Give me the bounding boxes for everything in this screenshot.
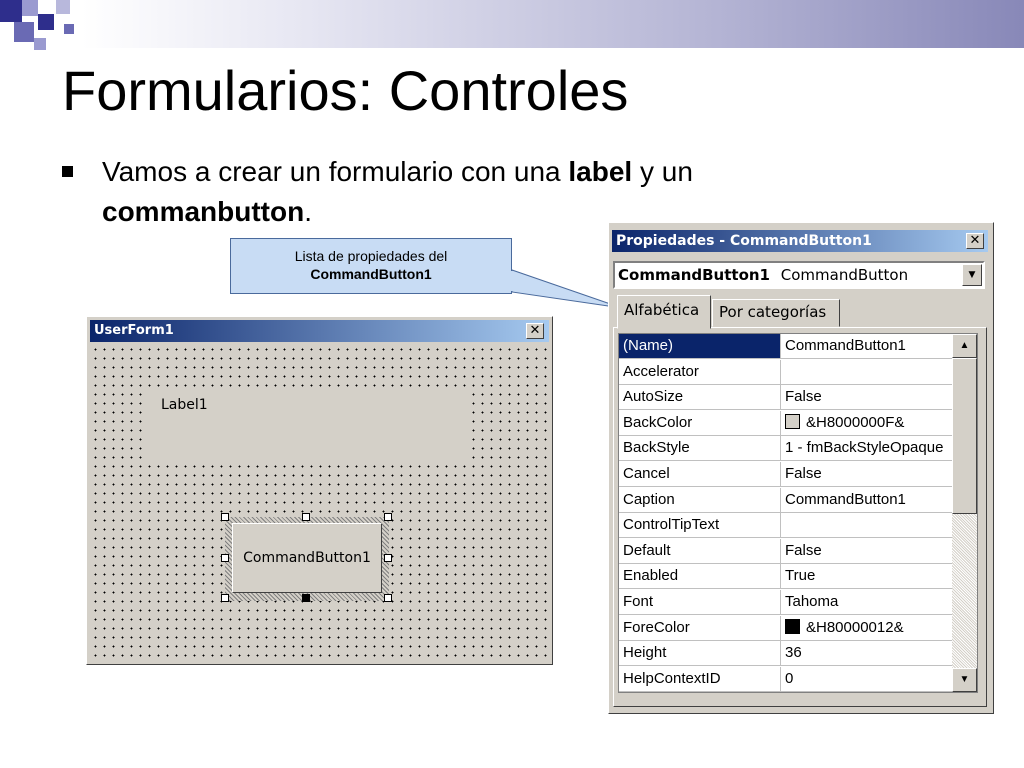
label-control[interactable] [147, 391, 467, 459]
bullet-text-part: y un [632, 156, 693, 187]
property-value[interactable] [782, 334, 961, 358]
resize-handle[interactable] [384, 513, 392, 521]
close-icon: ✕ [969, 233, 981, 248]
property-name: HelpContextID [619, 667, 781, 691]
tab-label: Por categorías [719, 303, 827, 321]
tab-por-categorias[interactable] [712, 299, 840, 327]
property-row[interactable] [619, 488, 961, 513]
callout-line1: Lista de propiedades del [294, 248, 448, 264]
property-name: Height [619, 641, 781, 665]
resize-handle[interactable] [221, 594, 229, 602]
property-row[interactable] [619, 462, 961, 487]
property-name: Accelerator [619, 360, 781, 384]
tab-alfabetica[interactable] [617, 295, 711, 329]
property-row[interactable] [619, 590, 961, 615]
property-row[interactable] [619, 513, 961, 538]
bullet-text-part: Vamos a crear un formulario con una [102, 156, 569, 187]
property-value[interactable] [782, 641, 961, 665]
property-row[interactable] [619, 641, 961, 666]
resize-handle[interactable] [221, 513, 229, 521]
property-value-text: 1 - fmBackStyleOpaque [785, 439, 944, 457]
property-value-text: CommandButton1 [785, 337, 906, 354]
commandbutton-control[interactable] [232, 523, 382, 593]
color-swatch [785, 414, 800, 429]
property-row[interactable] [619, 539, 961, 564]
property-value-text: Tahoma [785, 593, 839, 610]
resize-handle[interactable] [384, 554, 392, 562]
property-name: (Name) [619, 334, 781, 358]
property-value-text: True [785, 567, 816, 585]
chevron-down-icon: ▼ [968, 270, 976, 280]
property-row[interactable] [619, 385, 961, 410]
property-value[interactable] [782, 360, 961, 384]
resize-handle[interactable] [384, 594, 392, 602]
vertical-scrollbar[interactable] [952, 334, 977, 692]
resize-handle[interactable] [302, 594, 310, 602]
object-selector[interactable] [613, 261, 985, 289]
property-value[interactable] [782, 411, 961, 435]
property-name: Font [619, 590, 781, 614]
property-grid [618, 333, 978, 693]
commandbutton-caption: CommandButton1 [243, 550, 371, 566]
property-value[interactable] [782, 539, 961, 563]
object-dropdown-button[interactable] [962, 264, 982, 286]
property-value-text: 36 [785, 644, 802, 662]
properties-title: Propiedades - CommandButton1 [616, 233, 872, 249]
property-name: ForeColor [619, 616, 781, 640]
property-value-text: False [785, 388, 822, 406]
property-name: ControlTipText [619, 513, 781, 537]
property-value[interactable] [782, 564, 961, 588]
properties-close-button[interactable] [966, 233, 984, 249]
property-value[interactable] [782, 488, 961, 512]
bullet-bold-label: label [568, 156, 633, 187]
scroll-thumb[interactable] [952, 358, 977, 514]
userform-titlebar[interactable] [90, 320, 549, 342]
property-row[interactable] [619, 360, 961, 385]
property-row[interactable] [619, 411, 961, 436]
property-value-text: &H80000012& [806, 618, 904, 636]
scroll-up-button[interactable] [952, 334, 977, 358]
property-row[interactable] [619, 436, 961, 461]
property-name: Default [619, 539, 781, 563]
property-name: Caption [619, 488, 781, 512]
object-name: CommandButton1 [618, 266, 770, 284]
property-value-text: False [785, 541, 822, 559]
scroll-down-button[interactable] [952, 668, 977, 692]
resize-handle[interactable] [221, 554, 229, 562]
bullet-text-part: . [304, 196, 312, 227]
label-control-caption: Label1 [161, 397, 208, 413]
properties-titlebar[interactable] [612, 230, 988, 252]
arrow-up-icon: ▲ [959, 340, 970, 351]
bullet-bold-commandbutton: commanbutton [102, 196, 305, 227]
property-value-text: 0 [785, 669, 794, 687]
property-row[interactable] [619, 334, 961, 359]
property-name: BackStyle [619, 436, 781, 460]
property-value[interactable] [782, 462, 961, 486]
form-design-grid[interactable] [91, 345, 549, 661]
userform-window [86, 316, 553, 665]
resize-handle[interactable] [302, 513, 310, 521]
property-value-text: &H8000000F& [806, 413, 905, 431]
callout-line2: CommandButton1 [310, 266, 432, 282]
tab-label: Alfabética [624, 301, 700, 319]
arrow-down-icon: ▼ [959, 674, 970, 685]
property-row[interactable] [619, 564, 961, 589]
property-name: BackColor [619, 411, 781, 435]
property-value-text: False [785, 465, 822, 482]
property-value[interactable] [782, 385, 961, 409]
userform-close-button[interactable] [526, 323, 544, 339]
property-value[interactable] [782, 667, 961, 691]
color-swatch [785, 619, 800, 634]
close-icon: ✕ [529, 323, 541, 338]
object-type: CommandButton [780, 266, 909, 284]
property-row[interactable] [619, 616, 961, 641]
property-value[interactable] [782, 616, 961, 640]
userform-title: UserForm1 [94, 323, 174, 338]
property-name: AutoSize [619, 385, 781, 409]
property-name: Cancel [619, 462, 781, 486]
property-value[interactable] [782, 513, 961, 537]
property-row[interactable] [619, 667, 961, 692]
property-value-text: CommandButton1 [785, 490, 906, 508]
property-value[interactable] [782, 590, 961, 614]
property-name: Enabled [619, 564, 781, 588]
slide-title: Formularios: Controles [62, 59, 629, 122]
property-value[interactable] [782, 436, 961, 460]
